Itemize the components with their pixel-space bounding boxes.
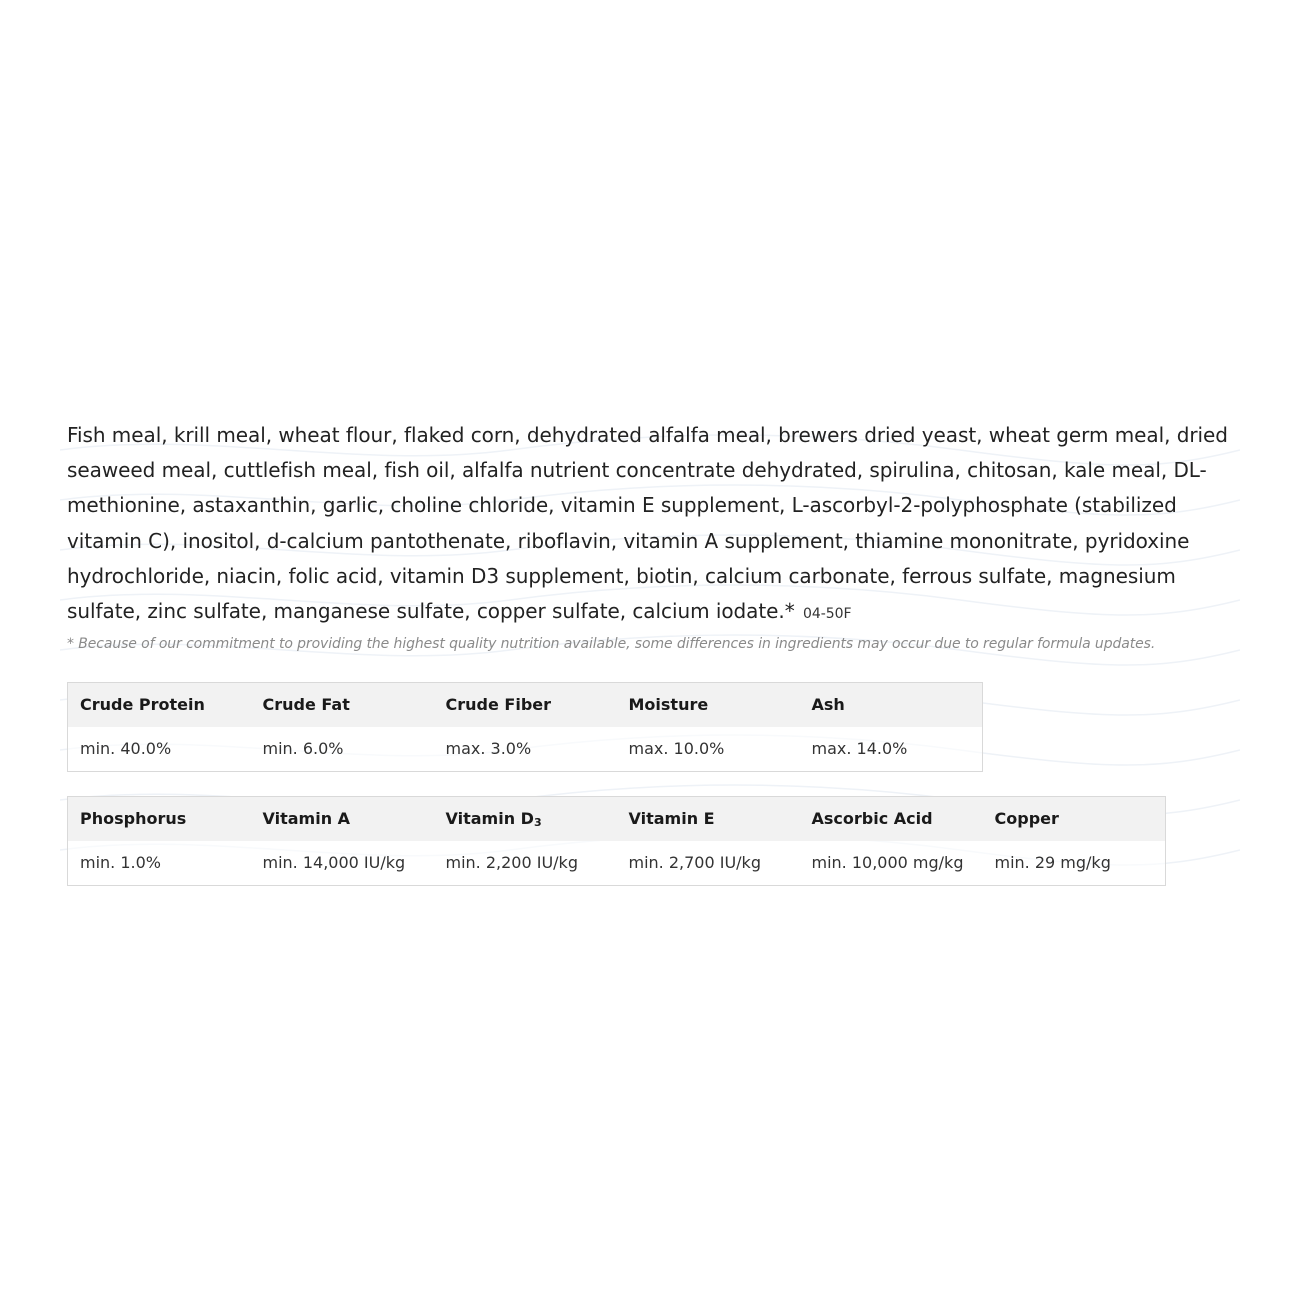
table-cell: min. 10,000 mg/kg xyxy=(811,853,964,873)
column-header: Vitamin E xyxy=(617,797,800,841)
column-header: Ash xyxy=(800,683,983,727)
table-cell: max. 14.0% xyxy=(811,739,908,759)
column-header: Phosphorus xyxy=(68,797,251,841)
formula-code: 04-50F xyxy=(803,606,852,623)
table-row xyxy=(68,727,983,772)
column-header: Crude Fiber xyxy=(434,683,617,727)
column-header: Vitamin A xyxy=(251,797,434,841)
table-cell: min. 29 mg/kg xyxy=(994,853,1111,873)
table-row xyxy=(68,841,1166,886)
table-cell: min. 14,000 IU/kg xyxy=(262,853,406,873)
guaranteed-analysis-table xyxy=(67,682,983,772)
subscript: 3 xyxy=(533,815,542,829)
table-cell: max. 3.0% xyxy=(445,739,532,759)
table-cell: min. 2,200 IU/kg xyxy=(445,853,578,873)
ingredients-text: Fish meal, krill meal, wheat flour, flaked corn, dehydrated alfalfa meal, brewers dried yeast, wheat germ meal, dried seaweed meal, cuttlefish meal, fish oil, alfalfa nutrient concentrate dehydrated, spirulina, chitosan, kale meal, DL-methionine, astaxanthin, garlic, choline chloride, vitamin E supplement, L-ascorbyl-2-polyphosphate (stabilized vitamin C), inositol, d-calcium pantothenate, riboflavin, vitamin A supplement, thiamine mononitrate, pyridoxine hydrochloride, niacin, folic acid, vitamin D3 supplement, biotin, calcium carbonate, ferrous sulfate, magnesium sulfate, zinc sulfate, manganese sulfate, copper sulfate, calcium iodate.* xyxy=(67,423,1228,624)
table-cell: max. 10.0% xyxy=(628,739,725,759)
column-header: Ascorbic Acid xyxy=(800,797,983,841)
vitamins-minerals-table xyxy=(67,796,1166,886)
column-header: Crude Protein xyxy=(68,683,251,727)
column-header xyxy=(434,797,617,841)
formula-disclaimer: * Because of our commitment to providing the highest quality nutrition available, some differences in ingredients may occur due to regular formula updates. xyxy=(67,636,1156,653)
table-cell: min. 40.0% xyxy=(80,739,172,759)
nutrition-panel xyxy=(67,418,1237,886)
column-header: Crude Fat xyxy=(251,683,434,727)
column-header-text: Vitamin D xyxy=(445,808,534,828)
table-cell: min. 2,700 IU/kg xyxy=(628,853,761,873)
column-header: Copper xyxy=(983,797,1166,841)
table-cell: min. 6.0% xyxy=(262,739,344,759)
table-cell: min. 1.0% xyxy=(80,853,161,873)
ingredients-list xyxy=(67,418,1237,632)
column-header: Moisture xyxy=(617,683,800,727)
table-header-row xyxy=(68,797,1166,841)
table-header-row xyxy=(68,683,983,727)
